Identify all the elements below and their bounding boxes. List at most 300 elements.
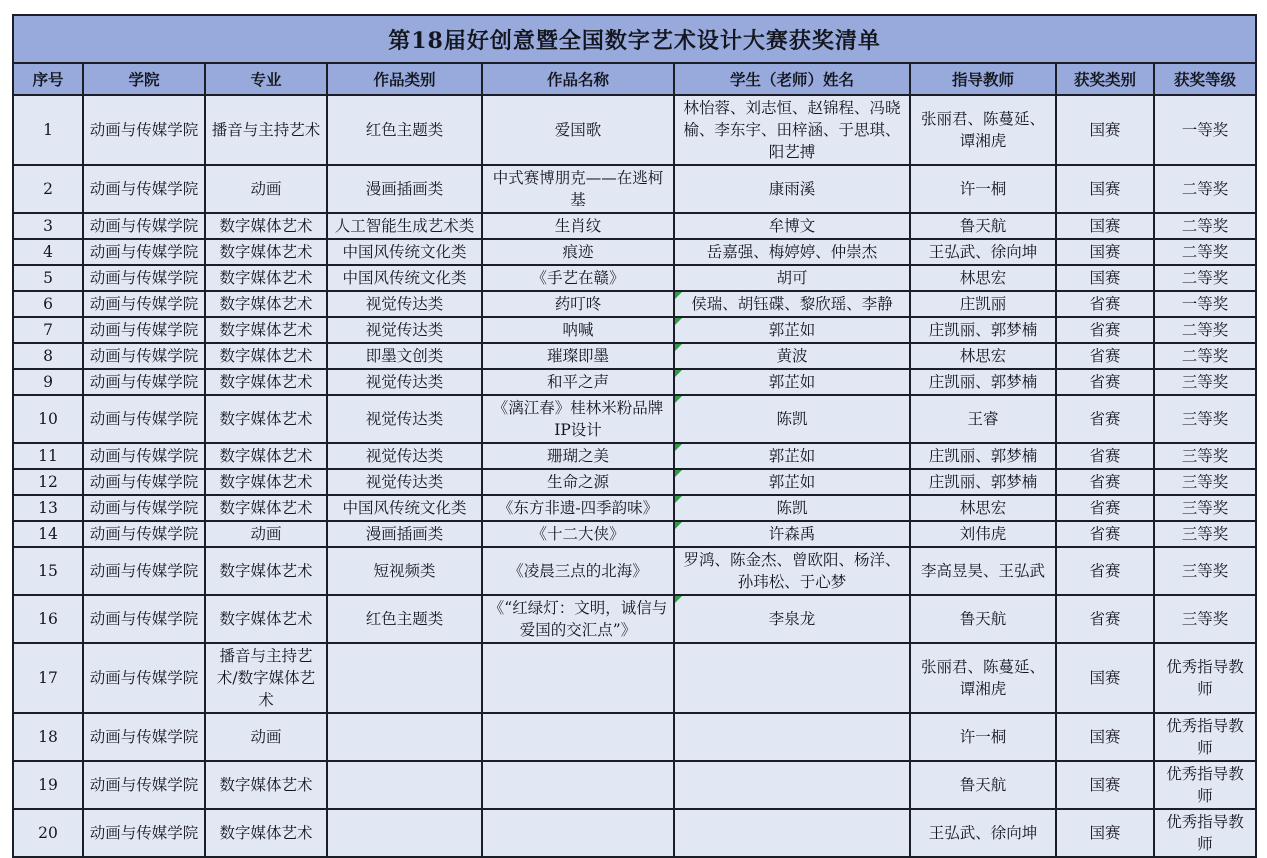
students-cell-text: 胡可 (776, 269, 808, 287)
teachers-cell (910, 213, 1056, 239)
serial-cell-text: 9 (43, 373, 53, 391)
comment-flag-icon (675, 522, 682, 529)
work-title-cell-text: 《“红绿灯：文明，诚信与爱国的交汇点”》 (488, 599, 668, 639)
award-type-cell (1056, 265, 1154, 291)
award-table (12, 14, 1257, 858)
award-level-cell-text: 三等奖 (1181, 447, 1229, 465)
column-header-category: 作品类别 (327, 63, 482, 95)
college-cell-text: 动画与传媒学院 (89, 410, 199, 428)
teachers-cell-text: 庄凯丽 (959, 295, 1007, 313)
work-title-cell (482, 713, 674, 761)
major-cell-text: 动画 (250, 180, 282, 198)
award-type-cell-text: 省赛 (1089, 295, 1121, 313)
students-cell-text: 牟博文 (768, 217, 816, 235)
major-cell (205, 395, 327, 443)
category-cell (327, 521, 482, 547)
category-cell (327, 213, 482, 239)
award-type-cell (1056, 343, 1154, 369)
students-cell (674, 443, 910, 469)
college-cell (83, 395, 205, 443)
category-cell-text: 漫画插画类 (365, 525, 444, 543)
major-cell-text: 数字媒体艺术 (219, 410, 313, 428)
award-type-cell-text: 省赛 (1089, 562, 1121, 580)
students-cell-text: 许森禹 (768, 525, 816, 543)
comment-flag-icon (675, 344, 682, 351)
college-cell-text: 动画与传媒学院 (89, 373, 199, 391)
award-type-cell-text: 国赛 (1089, 217, 1121, 235)
serial-cell-text: 7 (43, 321, 53, 339)
major-cell (205, 547, 327, 595)
table-row (13, 547, 1256, 595)
teachers-cell (910, 547, 1056, 595)
award-type-cell (1056, 495, 1154, 521)
work-title-cell (482, 317, 674, 343)
header-row (13, 63, 1256, 95)
teachers-cell-text: 庄凯丽、郭梦楠 (928, 447, 1038, 465)
major-cell (205, 239, 327, 265)
serial-cell (13, 369, 83, 395)
serial-cell-text: 10 (38, 410, 58, 428)
category-cell (327, 713, 482, 761)
category-cell (327, 291, 482, 317)
award-type-cell (1056, 213, 1154, 239)
major-cell (205, 343, 327, 369)
major-cell-text: 数字媒体艺术 (219, 347, 313, 365)
table-row (13, 713, 1256, 761)
major-cell-text: 数字媒体艺术 (219, 217, 313, 235)
students-cell (674, 165, 910, 213)
major-cell (205, 809, 327, 857)
serial-cell (13, 395, 83, 443)
college-cell-text: 动画与传媒学院 (89, 180, 199, 198)
category-cell (327, 469, 482, 495)
award-level-cell-text: 优秀指导教师 (1166, 765, 1244, 805)
major-cell (205, 443, 327, 469)
category-cell (327, 443, 482, 469)
award-type-cell (1056, 643, 1154, 713)
work-title-cell (482, 213, 674, 239)
category-cell (327, 343, 482, 369)
teachers-cell (910, 469, 1056, 495)
award-type-cell (1056, 469, 1154, 495)
award-level-cell (1154, 317, 1256, 343)
teachers-cell (910, 317, 1056, 343)
category-cell (327, 643, 482, 713)
students-cell (674, 761, 910, 809)
students-cell-text: 康雨溪 (768, 180, 816, 198)
category-cell (327, 239, 482, 265)
teachers-cell-text: 庄凯丽、郭梦楠 (928, 473, 1038, 491)
teachers-cell-text: 张丽君、陈蔓延、谭湘虎 (920, 658, 1045, 698)
work-title-cell-text: 璀璨即墨 (546, 347, 609, 365)
students-cell (674, 265, 910, 291)
serial-cell (13, 213, 83, 239)
teachers-cell-text: 庄凯丽、郭梦楠 (928, 373, 1038, 391)
work-title-cell-text: 《凌晨三点的北海》 (508, 562, 648, 580)
college-cell (83, 165, 205, 213)
serial-cell-text: 19 (38, 776, 58, 794)
major-cell (205, 317, 327, 343)
comment-flag-icon (675, 496, 682, 503)
award-level-cell (1154, 521, 1256, 547)
college-cell-text: 动画与传媒学院 (89, 269, 199, 287)
table-row (13, 643, 1256, 713)
teachers-cell (910, 643, 1056, 713)
students-cell (674, 547, 910, 595)
award-type-cell-text: 国赛 (1089, 269, 1121, 287)
teachers-cell-text: 李高昱昊、王弘武 (920, 562, 1045, 580)
major-cell (205, 369, 327, 395)
college-cell (83, 713, 205, 761)
college-cell (83, 265, 205, 291)
teachers-cell-text: 王弘武、徐向坤 (928, 824, 1038, 842)
students-cell-text: 黄波 (776, 347, 808, 365)
serial-cell (13, 291, 83, 317)
table-row (13, 165, 1256, 213)
students-cell-text: 岳嘉强、梅婷婷、仲崇杰 (706, 243, 878, 261)
college-cell (83, 343, 205, 369)
serial-cell-text: 18 (38, 728, 58, 746)
work-title-cell (482, 495, 674, 521)
category-cell (327, 369, 482, 395)
award-level-cell (1154, 713, 1256, 761)
college-cell (83, 317, 205, 343)
category-cell (327, 95, 482, 165)
award-level-cell (1154, 547, 1256, 595)
students-cell (674, 369, 910, 395)
work-title-cell-text: 中式赛博朋克——在逃柯基 (492, 169, 664, 209)
work-title-cell (482, 547, 674, 595)
award-type-cell (1056, 713, 1154, 761)
serial-cell-text: 11 (38, 447, 58, 465)
category-cell (327, 265, 482, 291)
teachers-cell (910, 343, 1056, 369)
table-row (13, 395, 1256, 443)
work-title-cell (482, 343, 674, 369)
major-cell-text: 数字媒体艺术 (219, 321, 313, 339)
major-cell (205, 495, 327, 521)
work-title-cell-text: 药叮咚 (554, 295, 602, 313)
comment-flag-icon (675, 596, 682, 603)
comment-flag-icon (675, 318, 682, 325)
category-cell-text: 红色主题类 (365, 610, 444, 628)
category-cell (327, 595, 482, 643)
award-type-cell-text: 国赛 (1089, 669, 1121, 687)
category-cell-text: 短视频类 (373, 562, 436, 580)
table-row (13, 595, 1256, 643)
award-type-cell (1056, 239, 1154, 265)
major-cell (205, 643, 327, 713)
major-cell (205, 761, 327, 809)
award-type-cell (1056, 547, 1154, 595)
serial-cell (13, 469, 83, 495)
serial-cell (13, 343, 83, 369)
serial-cell (13, 809, 83, 857)
serial-cell-text: 13 (38, 499, 58, 517)
work-title-cell (482, 395, 674, 443)
serial-cell (13, 239, 83, 265)
award-level-cell (1154, 213, 1256, 239)
college-cell (83, 239, 205, 265)
comment-flag-icon (675, 396, 682, 403)
serial-cell (13, 265, 83, 291)
award-level-cell-text: 二等奖 (1181, 180, 1229, 198)
award-level-cell-text: 三等奖 (1181, 562, 1229, 580)
award-level-cell-text: 二等奖 (1181, 347, 1229, 365)
students-cell (674, 521, 910, 547)
award-level-cell-text: 优秀指导教师 (1166, 813, 1244, 853)
teachers-cell-text: 鲁天航 (959, 217, 1007, 235)
comment-flag-icon (675, 444, 682, 451)
students-cell (674, 595, 910, 643)
college-cell-text: 动画与传媒学院 (89, 473, 199, 491)
award-level-cell (1154, 95, 1256, 165)
award-level-cell-text: 二等奖 (1181, 243, 1229, 261)
work-title-cell (482, 265, 674, 291)
table-row (13, 469, 1256, 495)
major-cell-text: 数字媒体艺术 (219, 269, 313, 287)
students-cell (674, 343, 910, 369)
students-cell (674, 95, 910, 165)
serial-cell-text: 17 (38, 669, 58, 687)
teachers-cell (910, 443, 1056, 469)
category-cell-text: 视觉传达类 (365, 410, 444, 428)
award-level-cell (1154, 469, 1256, 495)
college-cell-text: 动画与传媒学院 (89, 295, 199, 313)
work-title-cell-text: 《漓江春》桂林米粉品牌IP设计 (492, 399, 664, 439)
major-cell (205, 521, 327, 547)
award-level-cell (1154, 165, 1256, 213)
major-cell-text: 数字媒体艺术 (219, 243, 313, 261)
major-cell-text: 数字媒体艺术 (219, 562, 313, 580)
serial-cell (13, 443, 83, 469)
major-cell-text: 播音与主持艺术 (211, 121, 321, 139)
serial-cell-text: 15 (38, 562, 58, 580)
major-cell (205, 713, 327, 761)
award-level-cell-text: 三等奖 (1181, 610, 1229, 628)
award-level-cell-text: 优秀指导教师 (1166, 658, 1244, 698)
award-level-cell (1154, 343, 1256, 369)
title-row (13, 15, 1256, 63)
major-cell (205, 469, 327, 495)
serial-cell-text: 12 (38, 473, 58, 491)
college-cell-text: 动画与传媒学院 (89, 121, 199, 139)
serial-cell-text: 14 (38, 525, 58, 543)
category-cell (327, 317, 482, 343)
award-level-cell (1154, 395, 1256, 443)
teachers-cell (910, 713, 1056, 761)
college-cell (83, 469, 205, 495)
college-cell-text: 动画与传媒学院 (89, 499, 199, 517)
students-cell-text: 郭芷如 (768, 373, 816, 391)
award-level-cell-text: 三等奖 (1181, 373, 1229, 391)
college-cell-text: 动画与传媒学院 (89, 776, 199, 794)
category-cell-text: 视觉传达类 (365, 321, 444, 339)
work-title-cell (482, 165, 674, 213)
serial-cell-text: 8 (43, 347, 53, 365)
major-cell-text: 数字媒体艺术 (219, 473, 313, 491)
work-title-cell (482, 291, 674, 317)
award-type-cell-text: 国赛 (1089, 121, 1121, 139)
work-title-cell (482, 521, 674, 547)
college-cell (83, 547, 205, 595)
college-cell-text: 动画与传媒学院 (89, 447, 199, 465)
award-type-cell (1056, 761, 1154, 809)
work-title-cell-text: 《十二大侠》 (531, 525, 625, 543)
serial-cell-text: 16 (38, 610, 58, 628)
major-cell (205, 165, 327, 213)
award-type-cell (1056, 521, 1154, 547)
major-cell-text: 数字媒体艺术 (219, 610, 313, 628)
major-cell-text: 数字媒体艺术 (219, 499, 313, 517)
serial-cell (13, 165, 83, 213)
teachers-cell-text: 林思宏 (959, 499, 1007, 517)
award-level-cell (1154, 369, 1256, 395)
award-type-cell (1056, 165, 1154, 213)
students-cell (674, 713, 910, 761)
teachers-cell-text: 王弘武、徐向坤 (928, 243, 1038, 261)
work-title-cell-text: 和平之声 (546, 373, 609, 391)
college-cell (83, 761, 205, 809)
table-row (13, 95, 1256, 165)
students-cell-text: 陈凯 (776, 410, 808, 428)
award-type-cell (1056, 809, 1154, 857)
table-row (13, 239, 1256, 265)
college-cell (83, 643, 205, 713)
college-cell-text: 动画与传媒学院 (89, 321, 199, 339)
students-cell-text: 陈凯 (776, 499, 808, 517)
award-type-cell (1056, 95, 1154, 165)
column-header-award-level: 获奖等级 (1154, 63, 1256, 95)
serial-cell-text: 5 (43, 269, 53, 287)
category-cell-text: 红色主题类 (365, 121, 444, 139)
major-cell (205, 213, 327, 239)
award-level-cell-text: 二等奖 (1181, 269, 1229, 287)
work-title-cell (482, 761, 674, 809)
table-body (13, 95, 1256, 857)
teachers-cell-text: 林思宏 (959, 269, 1007, 287)
college-cell (83, 291, 205, 317)
work-title-cell-text: 《东方非遗-四季韵味》 (497, 499, 659, 517)
comment-flag-icon (675, 470, 682, 477)
column-header-teachers: 指导教师 (910, 63, 1056, 95)
students-cell-text: 李泉龙 (768, 610, 816, 628)
award-level-cell (1154, 265, 1256, 291)
serial-cell-text: 3 (43, 217, 53, 235)
category-cell-text: 中国风传统文化类 (342, 499, 467, 517)
students-cell (674, 809, 910, 857)
college-cell (83, 95, 205, 165)
comment-flag-icon (675, 292, 682, 299)
college-cell-text: 动画与传媒学院 (89, 347, 199, 365)
award-type-cell-text: 省赛 (1089, 373, 1121, 391)
students-cell (674, 643, 910, 713)
award-level-cell-text: 二等奖 (1181, 217, 1229, 235)
serial-cell (13, 495, 83, 521)
students-cell (674, 317, 910, 343)
award-type-cell-text: 省赛 (1089, 347, 1121, 365)
table-row (13, 291, 1256, 317)
award-level-cell (1154, 495, 1256, 521)
award-level-cell-text: 一等奖 (1181, 121, 1229, 139)
college-cell (83, 369, 205, 395)
award-type-cell-text: 国赛 (1089, 776, 1121, 794)
serial-cell (13, 643, 83, 713)
teachers-cell (910, 239, 1056, 265)
work-title-cell (482, 809, 674, 857)
work-title-cell (482, 369, 674, 395)
college-cell-text: 动画与传媒学院 (89, 217, 199, 235)
category-cell (327, 547, 482, 595)
major-cell-text: 播音与主持艺术/数字媒体艺术 (216, 647, 316, 709)
page-title: 第18届好创意暨全国数字艺术设计大赛获奖清单 (13, 15, 1256, 63)
table-row (13, 809, 1256, 857)
teachers-cell (910, 265, 1056, 291)
teachers-cell-text: 许一桐 (959, 180, 1007, 198)
serial-cell-text: 4 (43, 243, 53, 261)
category-cell-text: 中国风传统文化类 (342, 269, 467, 287)
college-cell (83, 809, 205, 857)
award-level-cell (1154, 239, 1256, 265)
major-cell (205, 265, 327, 291)
award-type-cell (1056, 291, 1154, 317)
category-cell (327, 495, 482, 521)
major-cell-text: 动画 (250, 728, 282, 746)
college-cell (83, 213, 205, 239)
award-type-cell (1056, 395, 1154, 443)
award-type-cell-text: 国赛 (1089, 728, 1121, 746)
work-title-cell-text: 珊瑚之美 (546, 447, 609, 465)
work-title-cell-text: 《手艺在赣》 (531, 269, 625, 287)
award-type-cell-text: 省赛 (1089, 473, 1121, 491)
award-level-cell-text: 优秀指导教师 (1166, 717, 1244, 757)
table-row (13, 265, 1256, 291)
work-title-cell-text: 爱国歌 (554, 121, 602, 139)
column-header-award-type: 获奖类别 (1056, 63, 1154, 95)
college-cell-text: 动画与传媒学院 (89, 728, 199, 746)
teachers-cell-text: 庄凯丽、郭梦楠 (928, 321, 1038, 339)
teachers-cell (910, 395, 1056, 443)
award-type-cell (1056, 595, 1154, 643)
award-type-cell-text: 国赛 (1089, 180, 1121, 198)
award-level-cell-text: 二等奖 (1181, 321, 1229, 339)
college-cell-text: 动画与传媒学院 (89, 669, 199, 687)
teachers-cell (910, 291, 1056, 317)
students-cell (674, 291, 910, 317)
award-type-cell (1056, 317, 1154, 343)
award-type-cell-text: 省赛 (1089, 321, 1121, 339)
category-cell (327, 395, 482, 443)
college-cell-text: 动画与传媒学院 (89, 562, 199, 580)
category-cell (327, 761, 482, 809)
award-type-cell-text: 国赛 (1089, 824, 1121, 842)
table-row (13, 213, 1256, 239)
students-cell (674, 213, 910, 239)
major-cell (205, 595, 327, 643)
award-level-cell-text: 三等奖 (1181, 499, 1229, 517)
work-title-cell (482, 469, 674, 495)
award-level-cell-text: 一等奖 (1181, 295, 1229, 313)
table-row (13, 521, 1256, 547)
award-level-cell-text: 三等奖 (1181, 473, 1229, 491)
college-cell (83, 443, 205, 469)
students-cell-text: 罗鸿、陈金杰、曾欧阳、杨洋、孙玮松、于心梦 (683, 551, 901, 591)
award-type-cell-text: 省赛 (1089, 525, 1121, 543)
category-cell (327, 809, 482, 857)
college-cell-text: 动画与传媒学院 (89, 243, 199, 261)
students-cell-text: 郭芷如 (768, 447, 816, 465)
award-level-cell (1154, 809, 1256, 857)
